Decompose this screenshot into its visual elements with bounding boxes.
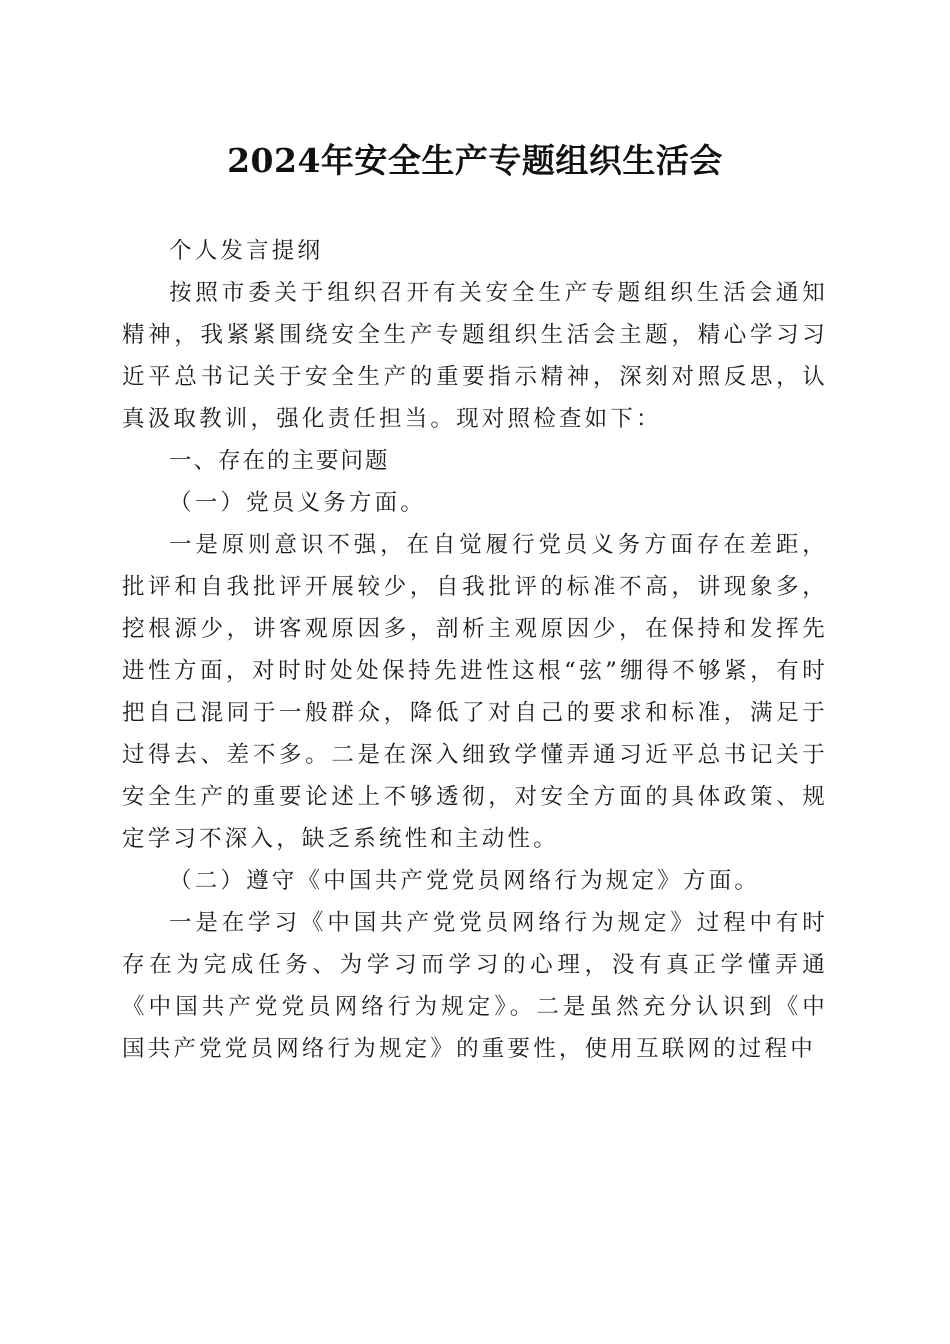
paragraph-body: 一是原则意识不强，在自觉履行党员义务方面存在差距，批评和自我批评开展较少，自我批评的标准不高，讲现象多，挖根源少，讲客观原因多，剖析主观原因少，在保持和发挥先进性方面，对时时处处保持先进性这根“弦”绷得不够紧，有时把自己混同于一般群众，降低了对自己的要求和标准，满足于过得去、差不多。二是在深入细致学懂弄通习近平总书记关于安全生产的重要论述上不够透彻，对安全方面的具体政策、规定学习不深入，缺乏系统性和主动性。 [122, 532, 828, 852]
subsection-heading: （一）党员义务方面。 [169, 490, 427, 516]
paragraph-body: 一是在学习《中国共产党党员网络行为规定》过程中有时存在为完成任务、为学习而学习的心理，没有真正学懂弄通《中国共产党党员网络行为规定》。二是虽然充分认识到《中国共产党党员网络行为规定》的重要性，使用互联网的过程中 [122, 910, 828, 1062]
section-heading: 一、存在的主要问题 [169, 448, 390, 474]
paragraph-intro: 按照市委关于组织召开有关安全生产专题组织生活会通知精神，我紧紧围绕安全生产专题组织生活会主题，精心学习习近平总书记关于安全生产的重要指示精神，深刻对照反思，认真汲取教训，强化责任担当。现对照检查如下： [122, 280, 828, 432]
paragraph-subtitle: 个人发言提纲 [169, 238, 324, 264]
document-title: 2024年安全生产专题组织生活会 [227, 141, 723, 180]
subsection-heading: （二）遵守《中国共产党党员网络行为规定》方面。 [169, 868, 761, 894]
document-body [122, 230, 828, 1070]
